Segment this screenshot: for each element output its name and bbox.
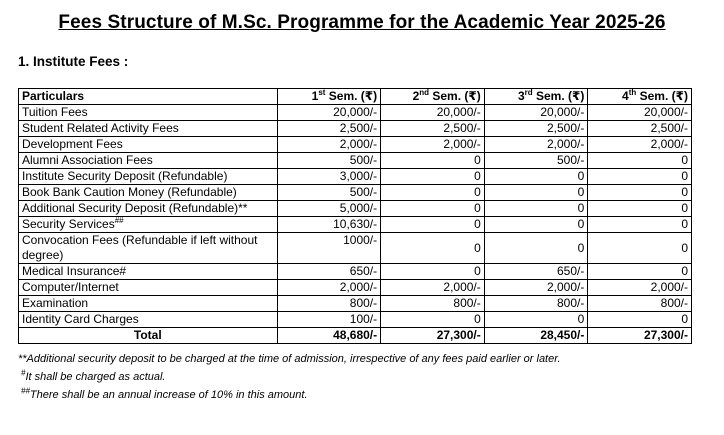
cell-sem-1: 20,000/- [277,105,381,121]
cell-sem-3: 650/- [484,264,588,280]
cell-sem-1: 500/- [277,153,381,169]
cell-sem-3: 20,000/- [484,105,588,121]
cell-sem-4: 2,000/- [588,137,692,153]
table-row [19,217,692,233]
cell-sem-4: 0 [588,312,692,328]
cell-sem-1: 1000/- [277,233,381,264]
cell-sem-2: 2,000/- [381,280,485,296]
row-label: Development Fees [19,137,278,153]
row-label: Convocation Fees (Refundable if left without degree) [19,233,278,264]
cell-sem-4: 2,000/- [588,280,692,296]
cell-sem-4: 0 [588,169,692,185]
cell-sem-1: 500/- [277,185,381,201]
cell-sem-4: 0 [588,233,692,264]
total-sem-4: 27,300/- [588,328,692,344]
cell-sem-2: 0 [381,153,485,169]
cell-sem-2: 0 [381,201,485,217]
footnotes [18,352,561,406]
cell-sem-1: 100/- [277,312,381,328]
cell-sem-4: 0 [588,264,692,280]
footnote-additional-deposit: **Additional security deposit to be charged at the time of admission, irrespective of any fees paid earlier or later. [18,353,561,365]
cell-sem-1: 800/- [277,296,381,312]
page-title: Fees Structure of M.Sc. Programme for the Academic Year 2025-26 [58,12,666,33]
footnote-medical: #It shall be charged as actual. [21,368,166,383]
table-row [19,169,692,185]
row-label: Examination [19,296,278,312]
cell-sem-3: 0 [484,312,588,328]
total-sem-2: 27,300/- [381,328,485,344]
cell-sem-3: 2,500/- [484,121,588,137]
header-sem-3: 3rd Sem. (₹) [484,89,588,105]
cell-sem-2: 0 [381,233,485,264]
row-label: Alumni Association Fees [19,153,278,169]
header-particulars: Particulars [19,89,278,105]
row-label: Identity Card Charges [19,312,278,328]
header-sem-4: 4th Sem. (₹) [588,89,692,105]
table-row [19,153,692,169]
cell-sem-4: 2,500/- [588,121,692,137]
row-label: Security Services## [19,217,278,233]
cell-sem-3: 500/- [484,153,588,169]
header-sem-1: 1st Sem. (₹) [277,89,381,105]
cell-sem-4: 800/- [588,296,692,312]
footnote-security: ##There shall be an annual increase of 10% in this amount. [21,386,308,401]
table-row [19,137,692,153]
row-label: Student Related Activity Fees [19,121,278,137]
row-label: Medical Insurance# [19,264,278,280]
cell-sem-1: 3,000/- [277,169,381,185]
table-row [19,296,692,312]
cell-sem-4: 20,000/- [588,105,692,121]
cell-sem-4: 0 [588,217,692,233]
cell-sem-2: 0 [381,185,485,201]
table-row [19,201,692,217]
row-label: Institute Security Deposit (Refundable) [19,169,278,185]
total-sem-1: 48,680/- [277,328,381,344]
table-row [19,121,692,137]
row-label: Tuition Fees [19,105,278,121]
cell-sem-2: 800/- [381,296,485,312]
cell-sem-3: 0 [484,217,588,233]
cell-sem-1: 5,000/- [277,201,381,217]
row-label: Book Bank Caution Money (Refundable) [19,185,278,201]
table-row [19,233,692,264]
cell-sem-3: 2,000/- [484,137,588,153]
table-row [19,185,692,201]
cell-sem-3: 0 [484,185,588,201]
table-row [19,264,692,280]
cell-sem-3: 2,000/- [484,280,588,296]
row-label: Additional Security Deposit (Refundable)** [19,201,278,217]
table-row [19,105,692,121]
cell-sem-2: 0 [381,312,485,328]
table-header-row [19,89,692,105]
cell-sem-1: 650/- [277,264,381,280]
cell-sem-2: 0 [381,169,485,185]
cell-sem-2: 0 [381,264,485,280]
cell-sem-1: 10,630/- [277,217,381,233]
cell-sem-1: 2,500/- [277,121,381,137]
total-label: Total [19,328,278,344]
total-sem-3: 28,450/- [484,328,588,344]
cell-sem-1: 2,000/- [277,280,381,296]
cell-sem-4: 0 [588,201,692,217]
cell-sem-3: 0 [484,201,588,217]
header-sem-2: 2nd Sem. (₹) [381,89,485,105]
cell-sem-2: 2,000/- [381,137,485,153]
row-label: Computer/Internet [19,280,278,296]
cell-sem-3: 0 [484,233,588,264]
table-row [19,312,692,328]
cell-sem-1: 2,000/- [277,137,381,153]
cell-sem-4: 0 [588,185,692,201]
cell-sem-2: 20,000/- [381,105,485,121]
cell-sem-2: 0 [381,217,485,233]
total-row [19,328,692,344]
section-heading: 1. Institute Fees : [18,54,129,69]
cell-sem-3: 800/- [484,296,588,312]
cell-sem-2: 2,500/- [381,121,485,137]
cell-sem-4: 0 [588,153,692,169]
fees-table [18,88,692,344]
cell-sem-3: 0 [484,169,588,185]
table-row [19,280,692,296]
